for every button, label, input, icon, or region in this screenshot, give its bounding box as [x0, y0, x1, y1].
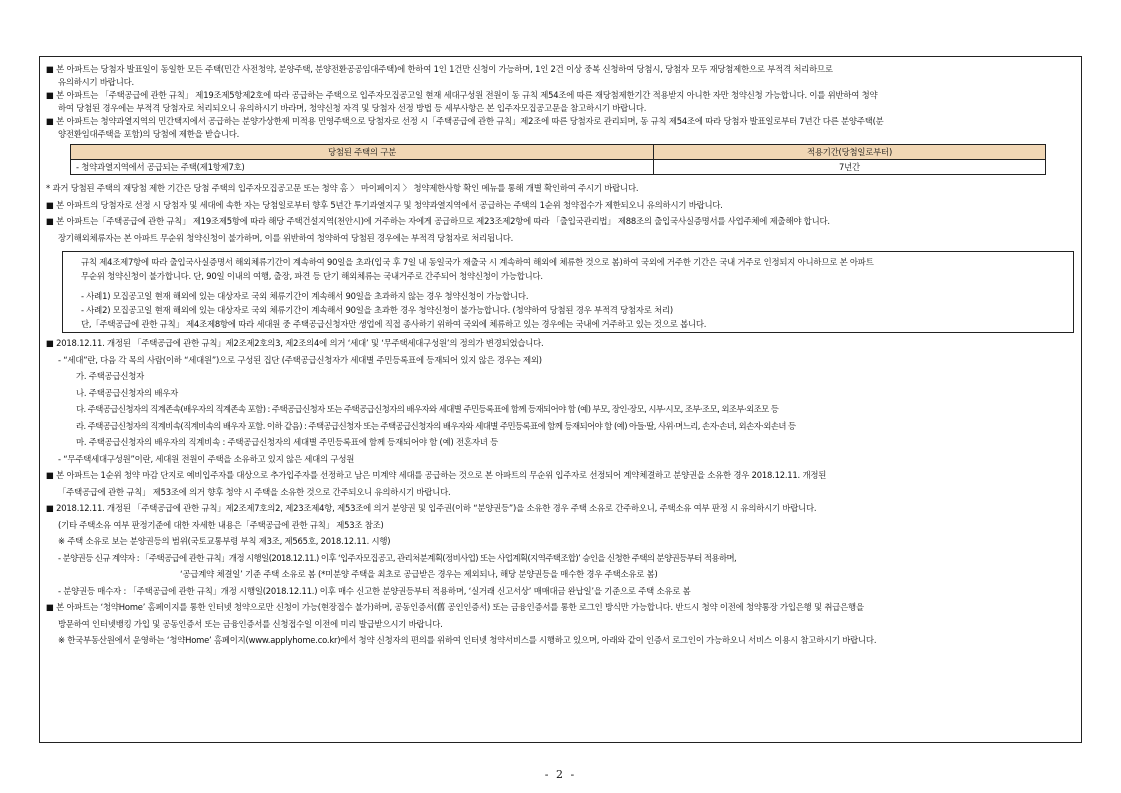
notice-line: - 분양권등 신규 계약자 : 「주택공급에 관한 규칙」개정 시행일(2018.12.11.) 이후 ‘입주자모집공고, 관리처분계획(정비사업) 또는 사업계획(지역주택조합)’ 승인을 신청한 주택의 분양권등부터 적용하며,	[58, 552, 737, 563]
document-body	[46, 63, 1076, 651]
notice-line: ■ 본 아파트는 청약과열지역의 민간택지에서 공급하는 분양가상한제 미적용 민영주택으로 당첨자로 선정 시「주택공급에 관한 규칙」제2조에 따른 당첨자로 관리되며, 동 규칙 제54조에 따라 당첨자 발표일로부터 7년간 다른 분양주택(분	[46, 116, 884, 126]
table-header-cell: 당첨된 주택의 구분	[71, 145, 654, 160]
notice-line: ■ 본 아파트는 1순위 청약 마감 단지로 예비입주자를 대상으로 추가입주자를 선정하고 남은 미계약 세대를 공급하는 것으로 본 아파트의 무순위 입주자로 선정되어 계약체결하고 분양권을 소유한 경우 2018.12.11. 개정된	[46, 470, 827, 480]
notice-line: ■ 본 아파트는 당첨자 발표일이 동일한 모든 주택(민간 사전청약, 분양주택, 분양전환공공임대주택)에 한하여 1인 1건만 신청이 가능하며, 1인 2건 이상 중복 신청하여 당첨시, 당첨자 모두 재당첨제한으로 부적격 처리하므로	[46, 64, 833, 74]
notice-line: ■ 2018.12.11. 개정된 「주택공급에 관한 규칙」제2조제7호의2, 제23조제4항, 제53조에 의거 분양권 및 입주권(이하 “분양권등”)을 소유한 경우 주택 소유로 간주하오니, 주택소유 여부 판정 시 유의하시기 바랍니다.	[46, 503, 817, 513]
table-header-cell: 적용기간(당첨일로부터)	[654, 145, 1046, 160]
notice-line: ■ 본 아파트는「주택공급에 관한 규칙」 제19조제5항에 따라 해당 주택건설지역(천안시)에 거주하는 자에게 공급하므로 제23조제2항에 따라 「출입국관리법」 제88조의 출입국사실증명서를 사업주체에 제출해야 합니다.	[46, 216, 830, 226]
notice-line: 하여 당첨된 경우에는 부적격 당첨자로 처리되오니 유의하시기 바라며, 청약신청 자격 및 당첨자 선정 방법 등 세부사항은 본 입주자모집공고문을 참고하시기 바랍니다.	[58, 103, 647, 113]
notice-line: 「주택공급에 관한 규칙」 제53조에 의거 향후 청약 시 주택을 소유한 것으로 간주되오니 유의하시기 바랍니다.	[58, 486, 451, 497]
notice-line: 양전환임대주택을 포함)의 당첨에 제한을 받습니다.	[58, 129, 240, 139]
page-number: - 2 -	[544, 768, 577, 781]
notice-line: ■ 본 아파트는 「주택공급에 관한 규칙」 제19조제5항제2호에 따라 공급하는 주택으로 입주자모집공고일 현재 세대구성원 전원이 동 규칙 제54조에 따른 재당첨제한기간 적용받지 아니한 자만 청약신청 가능합니다. 이를 위반하여 청약	[46, 90, 878, 100]
table-row	[71, 160, 1046, 175]
box-line: 규칙 제4조제7항에 따라 출입국사실증명서 해외체류기간이 계속하여 90일을 초과(입국 후 7일 내 동일국가 재출국 시 계속하여 해외에 체류한 것으로 봄)하여 국외에 거주한 기간은 국내 거주로 인정되지 아니하므로 본 아파트	[81, 257, 874, 267]
notice-line: - 분양권등 매수자 : 「주택공급에 관한 규칙」개정 시행일(2018.12.11.) 이후 매수 신고한 분양권등부터 적용하며, ‘실거래 신고서상’ 매매대금 완납일’을 기준으로 주택 소유로 봄	[58, 585, 691, 596]
box-line: 단,「주택공급에 관한 규칙」 제4조제8항에 따라 세대원 중 주택공급신청자만 생업에 직접 종사하기 위하여 국외에 체류하고 있는 경우에는 국내에 거주하고 있는 것으로 봅니다.	[81, 319, 707, 329]
notice-line: 유의하시기 바랍니다.	[58, 77, 134, 87]
box-line: - 사례2) 모집공고일 현재 해외에 있는 대상자로 국외 체류기간이 계속해서 90일을 초과한 경우 청약신청이 불가능합니다. (청약하여 당첨된 경우 부적격 당첨자로 처리)	[81, 305, 673, 315]
notice-line: (기타 주택소유 여부 판정기준에 대한 자세한 내용은「주택공급에 관한 규칙」 제53조 참조)	[58, 519, 384, 530]
notice-line: ※ 한국부동산원에서 운영하는 ‘청약Home’ 홈페이지(www.applyhome.co.kr)에서 청약 신청자의 편의를 위하여 인터넷 청약서비스를 시행하고 있으며, 아래와 같이 인증서 로그인이 가능하오니 서비스 이용시 참고하시기 바랍니다.	[58, 635, 877, 645]
notice-line: 마. 주택공급신청자의 배우자의 직계비속 : 주택공급신청자의 세대별 주민등록표에 함께 등재되어야 함 (예) 전혼자녀 등	[76, 437, 498, 447]
box-line: 무순위 청약신청이 불가합니다. 단, 90일 이내의 여행, 출장, 파견 등 단기 해외체류는 국내거주로 간주되어 청약신청이 가능합니다.	[81, 271, 543, 281]
box-line: - 사례1) 모집공고일 현재 해외에 있는 대상자로 국외 체류기간이 계속해서 90일을 초과하지 않는 경우 청약신청이 가능합니다.	[81, 291, 529, 301]
table-cell: 7년간	[654, 160, 1046, 175]
overseas-residence-box	[62, 251, 1074, 333]
notice-line: * 과거 당첨된 주택의 재당첨 제한 기간은 당첨 주택의 입주자모집공고문 또는 청약 홈 〉 마이페이지 〉 청약제한사항 확인 메뉴를 통해 개별 확인하여 주시기 바랍니다.	[46, 183, 639, 193]
notice-line: - “세대”란, 다음 각 목의 사람(이하 “세대원”)으로 구성된 집단 (주택공급신청자가 세대별 주민등록표에 등재되어 있지 않은 경우는 제외)	[58, 354, 542, 365]
notice-line: 라. 주택공급신청자의 직계비속(직계비속의 배우자 포함. 이하 같음) : 주택공급신청자 또는 주택공급신청자의 배우자와 세대별 주민등록표에 함께 등재되어야 함 (예) 아들·딸, 사위·며느리, 손자·손녀, 외손자·외손녀 등	[76, 420, 796, 431]
notice-line: 나. 주택공급신청자의 배우자	[76, 387, 179, 398]
notice-line: - “무주택세대구성원”이란, 세대원 전원이 주택을 소유하고 있지 않은 세대의 구성원	[58, 453, 355, 464]
notice-line: 가. 주택공급신청자	[76, 371, 145, 381]
notice-line: ■ 본 아파트는 ‘청약Home’ 홈페이지를 통한 인터넷 청약으로만 신청이 가능(현장접수 불가)하며, 공동인증서(舊 공인인증서) 또는 금융인증서를 통한 로그인 방식만 가능합니다. 반드시 청약 이전에 청약통장 가입은행 및 취급은행을	[46, 602, 864, 612]
restriction-table	[70, 144, 1046, 175]
notice-line: 방문하여 인터넷뱅킹 가입 및 공동인증서 또는 금융인증서를 신청접수일 이전에 미리 발급받으시기 바랍니다.	[58, 618, 443, 629]
table-cell: - 청약과열지역에서 공급되는 주택(제1항제7호)	[71, 160, 654, 175]
notice-line: 장기해외체류자는 본 아파트 무순위 청약신청이 불가하며, 이를 위반하여 청약하여 당첨된 경우에는 부적격 당첨자로 처리됩니다.	[58, 232, 514, 243]
notice-line: ■ 본 아파트의 당첨자로 선정 시 당첨자 및 세대에 속한 자는 당첨일로부터 향후 5년간 투기과열지구 및 청약과열지역에서 공급하는 주택의 1순위 청약접수가 제한되오니 유의하시기 바랍니다.	[46, 199, 723, 210]
table-header-row	[71, 145, 1046, 160]
notice-line: ‘공급계약 체결일’ 기준 주택 소유로 봄 (*미분양 주택을 최초로 공급받은 경우는 제외되나, 해당 분양권등을 매수한 경우 주택소유로 봄)	[180, 569, 658, 579]
notice-line: ■ 2018.12.11. 개정된 「주택공급에 관한 규칙」제2조제2호의3, 제2조의4에 의거 ‘세대’ 및 ‘무주택세대구성원’의 정의가 변경되었습니다.	[46, 338, 544, 348]
notice-line: ※ 주택 소유로 보는 분양권등의 범위(국토교통부령 부칙 제3조, 제565호, 2018.12.11. 시행)	[58, 536, 391, 546]
notice-line: 다. 주택공급신청자의 직계존속(배우자의 직계존속 포함) : 주택공급신청자 또는 주택공급신청자의 배우자와 세대별 주민등록표에 함께 등재되어야 함 (예) 부모, 장인·장모, 시부·시모, 조부·조모, 외조부·외조모 등	[76, 404, 779, 414]
